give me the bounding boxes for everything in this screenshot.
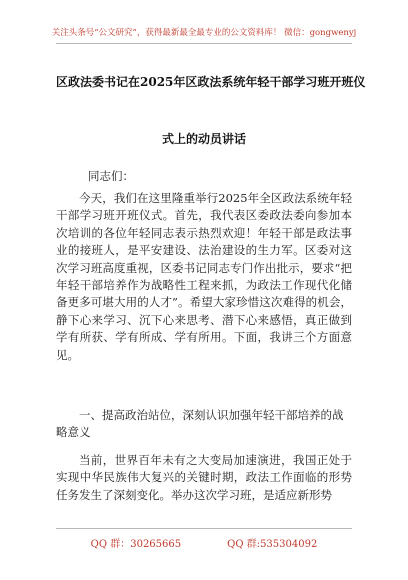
page-footer xyxy=(0,535,408,550)
section-heading-1: 一、提高政治站位，深刻认识加强年轻干部培养的战略意义 xyxy=(56,408,344,440)
salutation: 同志们： xyxy=(88,169,134,183)
page-header-notice: 关注头条号“公文研究”，获得最新最全最专业的公文资料库！ 微信：gongwenyj xyxy=(51,28,357,38)
footer-qq-group-1: QQ 群：30265665 xyxy=(90,539,182,550)
body-paragraph-2: 当前，世界百年未有之大变局加速演进，我国正处于实现中华民族伟大复兴的关键时期，政法工作面临的形势任务发生了深刻变化。举办这次学习班，是适应新形势 xyxy=(56,453,352,502)
header-divider xyxy=(56,43,352,44)
body-paragraph-1: 今天，我们在这里隆重举行2025年全区政法系统年轻干部学习班开班仪式。首先，我代表区委政法委向参加本次培训的各位年轻同志表示热烈欢迎！年轻干部是政法事业的接班人，是平安建设、法治建设的生力军。区委对这次学习班高度重视，区委书记同志专门作出批示，要求“把年轻干部培养作为战略性工程来抓，为政法工作现代化储备更多可堪大用的人才”。希望大家珍惜这次难得的机会，静下心来学习、沉下心来思考、潜下心来感悟，真正做到学有所获、学有所成、学有所用。下面，我讲三个方面意见。 xyxy=(56,191,352,362)
document-title-line-1: 区政法委书记在2025年区政法系统年轻干部学习班开班仪 xyxy=(56,75,366,89)
footer-qq-group-2: QQ 群:535304092 xyxy=(227,539,318,550)
document-title-line-2: 式上的动员讲话 xyxy=(161,132,246,146)
footer-divider xyxy=(56,528,352,529)
